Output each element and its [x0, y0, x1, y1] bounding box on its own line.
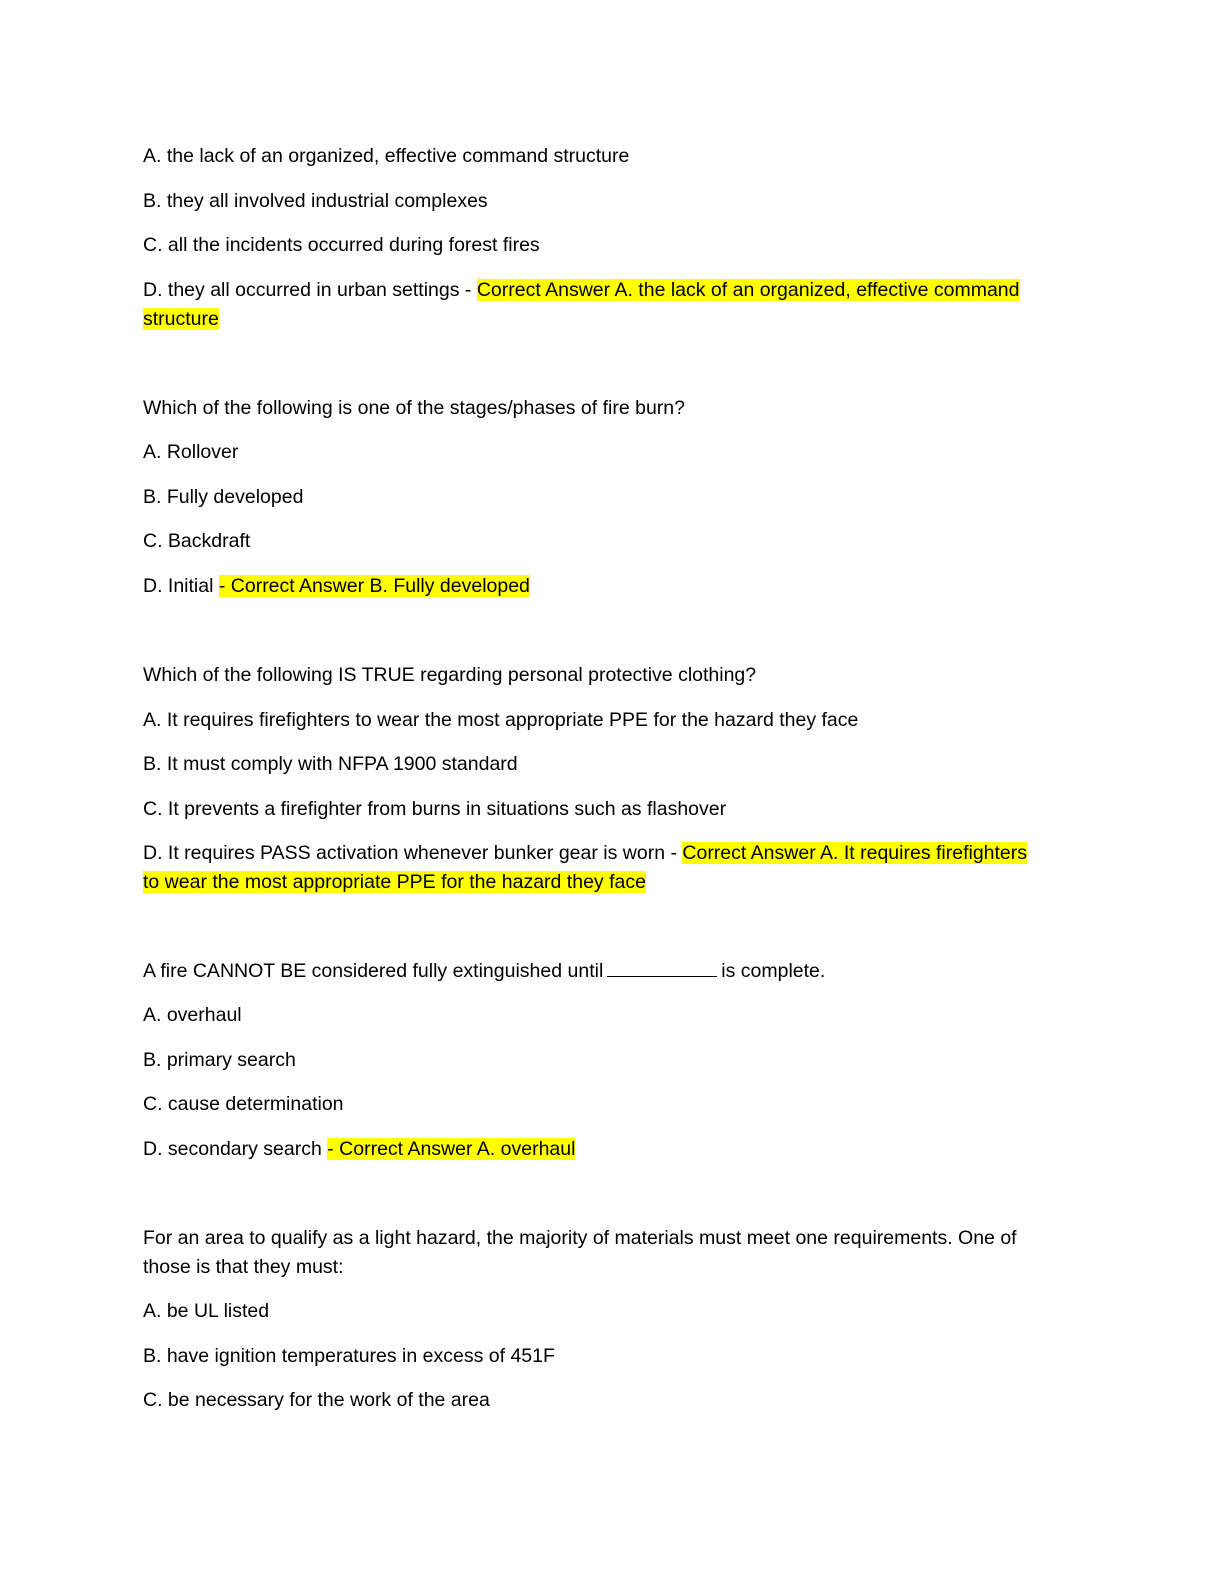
- q3-option-d: [143, 839, 1063, 868]
- q5-question-continued: those is that they must:: [143, 1256, 344, 1278]
- q3-option-c: C. It prevents a firefighter from burns in situations such as flashover: [143, 798, 727, 820]
- q3-option-b: B. It must comply with NFPA 1900 standard: [143, 753, 518, 775]
- q2-correct-answer: - Correct Answer B. Fully developed: [218, 575, 530, 597]
- q1-option-d-text: D. they all occurred in urban settings -: [143, 279, 477, 301]
- q2-option-a: A. Rollover: [143, 441, 239, 463]
- q2-option-b: B. Fully developed: [143, 486, 304, 508]
- q4-correct-answer: - Correct Answer A. overhaul: [327, 1138, 576, 1160]
- q5-option-a: A. be UL listed: [143, 1300, 270, 1322]
- q4-question-post: is complete.: [721, 960, 826, 982]
- q1-option-c: C. all the incidents occurred during forest fires: [143, 234, 540, 256]
- q4-option-a: A. overhaul: [143, 1004, 242, 1026]
- q2-option-d-text: D. Initial: [143, 575, 219, 597]
- q3-option-a: A. It requires firefighters to wear the most appropriate PPE for the hazard they face: [143, 709, 859, 731]
- q4-question-pre: A fire CANNOT BE considered fully extinguished until: [143, 960, 604, 982]
- q4-blank-line: [607, 958, 717, 977]
- q1-option-d: [143, 276, 1063, 305]
- q4-option-b: B. primary search: [143, 1049, 296, 1071]
- q4-question: [143, 957, 1063, 986]
- q1-answer-continued: [143, 305, 1063, 334]
- q2-question: Which of the following is one of the stages/phases of fire burn?: [143, 397, 685, 419]
- q3-question: Which of the following IS TRUE regarding personal protective clothing?: [143, 664, 757, 686]
- q4-option-d: [143, 1135, 1063, 1164]
- q3-correct-answer: Correct Answer A. It requires firefighters: [682, 842, 1028, 864]
- q5-option-b: B. have ignition temperatures in excess of 451F: [143, 1345, 555, 1367]
- q4-option-d-text: D. secondary search: [143, 1138, 328, 1160]
- q3-option-d-text: D. It requires PASS activation whenever bunker gear is worn -: [143, 842, 683, 864]
- q2-option-c: C. Backdraft: [143, 530, 251, 552]
- q4-option-c: C. cause determination: [143, 1093, 344, 1115]
- q2-option-d: [143, 572, 1063, 601]
- q3-correct-answer-cont: to wear the most appropriate PPE for the hazard they face: [143, 871, 646, 893]
- q5-option-c: C. be necessary for the work of the area: [143, 1389, 490, 1411]
- q1-correct-answer-cont: structure: [143, 308, 219, 330]
- q1-option-b: B. they all involved industrial complexes: [143, 190, 488, 212]
- q3-answer-continued: [143, 868, 1063, 897]
- q5-question: For an area to qualify as a light hazard, the majority of materials must meet one requirements. One of: [143, 1227, 1017, 1249]
- q1-correct-answer: Correct Answer A. the lack of an organized, effective command: [476, 279, 1020, 301]
- q1-option-a: A. the lack of an organized, effective command structure: [143, 145, 630, 167]
